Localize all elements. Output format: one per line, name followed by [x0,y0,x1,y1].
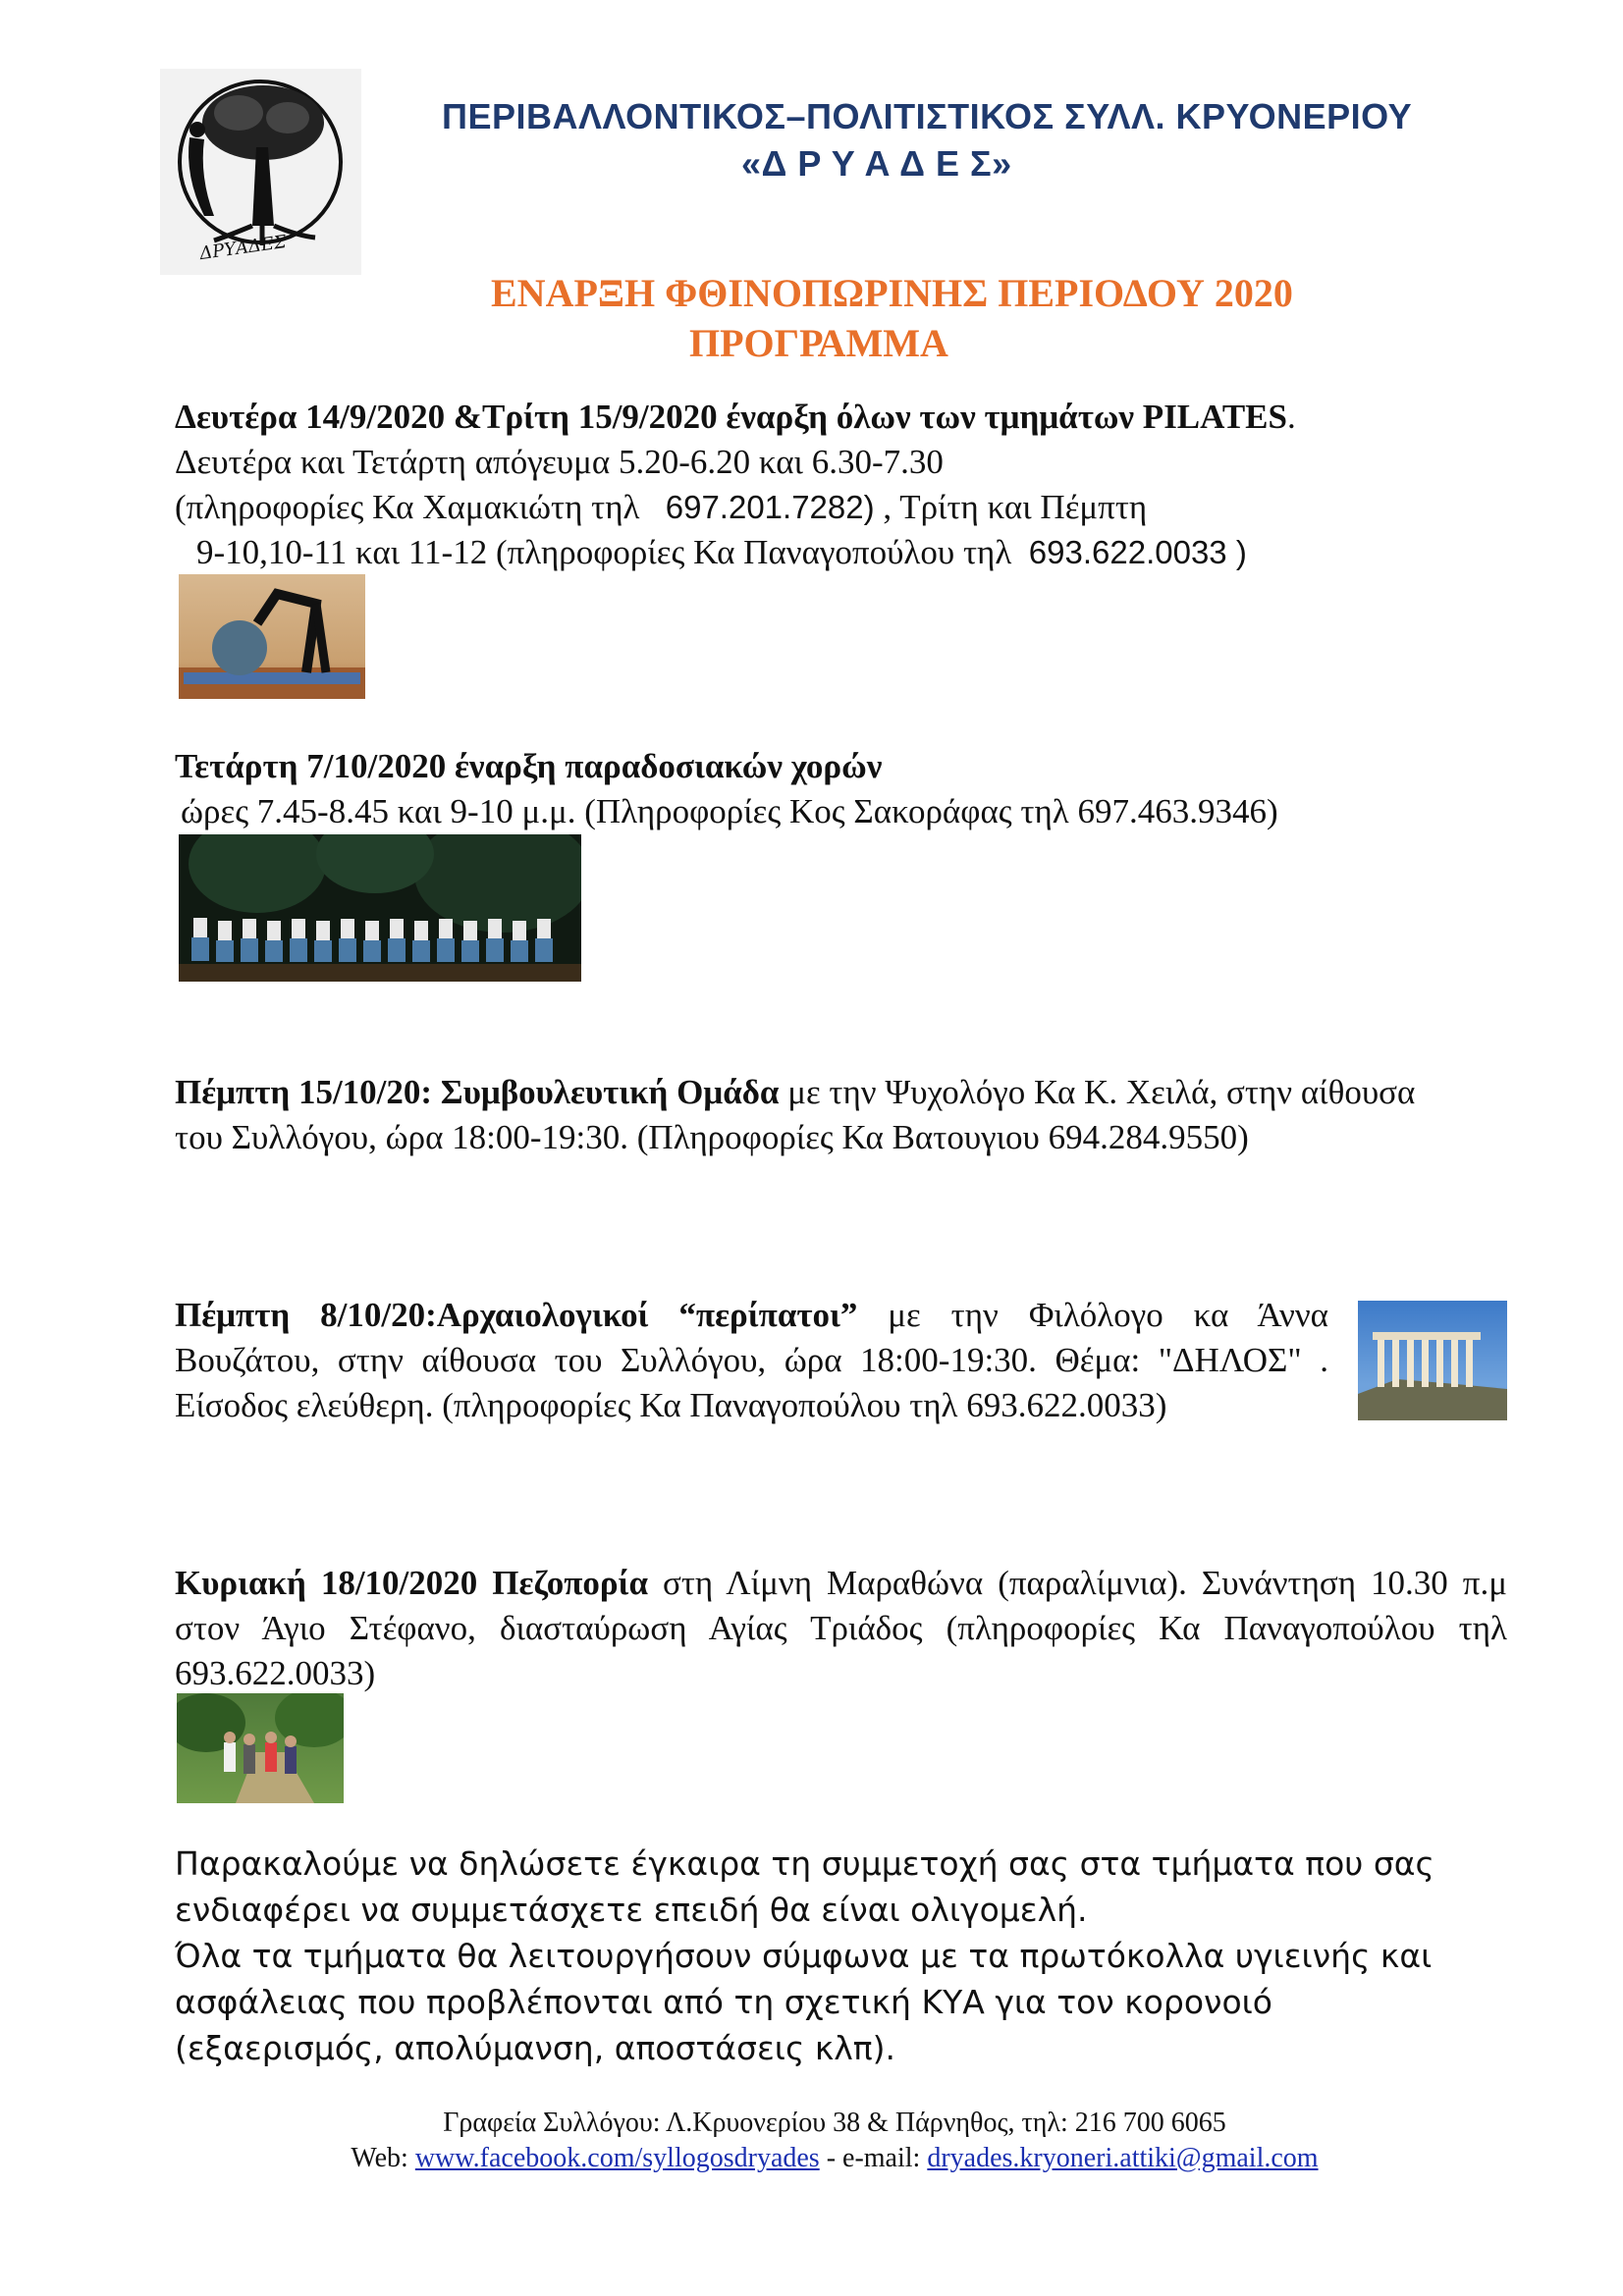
hiking-text: στη Λίμνη Μαραθώνα (παραλίμνια). Συνάντηση 10.30 π.μ στον Άγιο Στέφανο, διασταύρωση Αγίας Τριάδος (πληροφορίες Κα Παναγοπούλου τηλ 693.622.0033) [175,1564,1507,1692]
footer-email-label: - e-mail: [819,2143,928,2173]
archaeology-heading: Πέμπτη 8/10/20:Αρχαιολογικοί “περίπατοι” [175,1296,858,1334]
counseling-heading: Πέμπτη 15/10/20: Συμβουλευτική Ομάδα [175,1073,780,1111]
pilates-info-1: (πληροφορίες Κα Χαμακιώτη τηλ [175,488,649,526]
logo-caption: ΔΡΥΑΔΕΣ [197,231,288,265]
email-link[interactable]: dryades.kryoneri.attiki@gmail.com [927,2143,1319,2173]
hiking-photo [177,1693,344,1803]
hiking-heading: Κυριακή 18/10/2020 Πεζοπορία [175,1564,648,1602]
footer-web-label: Web: [351,2143,415,2173]
dances-photo [179,834,581,982]
pilates-info-2: 9-10,10-11 και 11-12 (πληροφορίες Κα Παναγοπούλου τηλ [196,533,1021,571]
association-short-name: «Δ Ρ Υ Α Δ Ε Σ» [741,143,1012,184]
footer-address: Γραφεία Συλλόγου: Λ.Κρυονερίου 38 & Πάρνηθος, τηλ: 216 700 6065 [443,2108,1226,2138]
counseling-section [175,1070,1441,1160]
footer [295,2106,1375,2176]
pilates-section [175,395,1549,575]
dances-schedule: ώρες 7.45-8.45 και 9-10 μ.μ. (Πληροφορίες Κος Σακοράφας τηλ 697.463.9346) [181,792,1278,830]
pilates-phone-1: 697.201.7282) [665,489,875,525]
page-subtitle: ΠΡΟΓΡΑΜΜΑ [689,321,948,365]
counseling-text: με την Ψυχολόγο Κα Κ. Χειλά, στην αίθουσα του Συλλόγου, ώρα 18:00-19:30. (Πληροφορίες Κα Βατουγιου 694.284.9550) [175,1073,1416,1156]
page-title: ΕΝΑΡΞΗ ΦΘΙΝΟΠΩΡΙΝΗΣ ΠΕΡΙΟΔΟΥ 2020 [491,271,1293,315]
archaeology-text: με την Φιλόλογο κα Άννα Βουζάτου, στην αίθουσα του Συλλόγου, ώρα 18:00-19:30. Θέμα: "ΔΗΛΟΣ" . Είσοδος ελεύθερη. (πληροφορίες Κα Παναγοπούλου τηλ 693.622.0033) [175,1296,1329,1424]
facebook-link[interactable]: www.facebook.com/syllogosdryades [414,2143,820,2173]
notice-section [175,1841,1481,2071]
pilates-heading-end: . [1287,398,1296,436]
notice-paragraph-2: Όλα τα τμήματα θα λειτουργήσουν σύμφωνα με τα πρωτόκολλα υγιεινής και ασφάλειας που προβλέπονται από τη σχετική ΚΥΑ για τον κορονοιό (εξαερισμός, απολύμανση, αποστάσεις κλπ). [175,1937,1433,2067]
pilates-phone-2: 693.622.0033 ) [1028,534,1247,570]
pilates-photo [179,574,365,699]
pilates-schedule-2: , Τρίτη και Πέμπτη [874,488,1148,526]
pilates-heading: Δευτέρα 14/9/2020 &Τρίτη 15/9/2020 έναρξη όλων των τμημάτων PILATES [175,398,1287,436]
hiking-section [175,1561,1507,1696]
pilates-schedule-1: Δευτέρα και Τετάρτη απόγευμα 5.20-6.20 και 6.30-7.30 [175,443,944,481]
dances-heading: Τετάρτη 7/10/2020 έναρξη παραδοσιακών χορών [175,747,883,785]
dances-section [175,744,1549,834]
logo [160,69,361,275]
archaeology-section [175,1293,1328,1428]
association-name: ΠΕΡΙΒΑΛΛΟΝΤΙΚΟΣ–ΠΟΛΙΤΙΣΤΙΚΟΣ ΣΥΛΛ. ΚΡΥΟΝΕΡΙΟΥ [442,96,1413,136]
notice-paragraph-1: Παρακαλούμε να δηλώσετε έγκαιρα τη συμμετοχή σας στα τμήματα που σας ενδιαφέρει να συμμετάσχετε επειδή θα είναι ολιγομελή. [175,1844,1434,1929]
temple-photo [1358,1301,1507,1420]
